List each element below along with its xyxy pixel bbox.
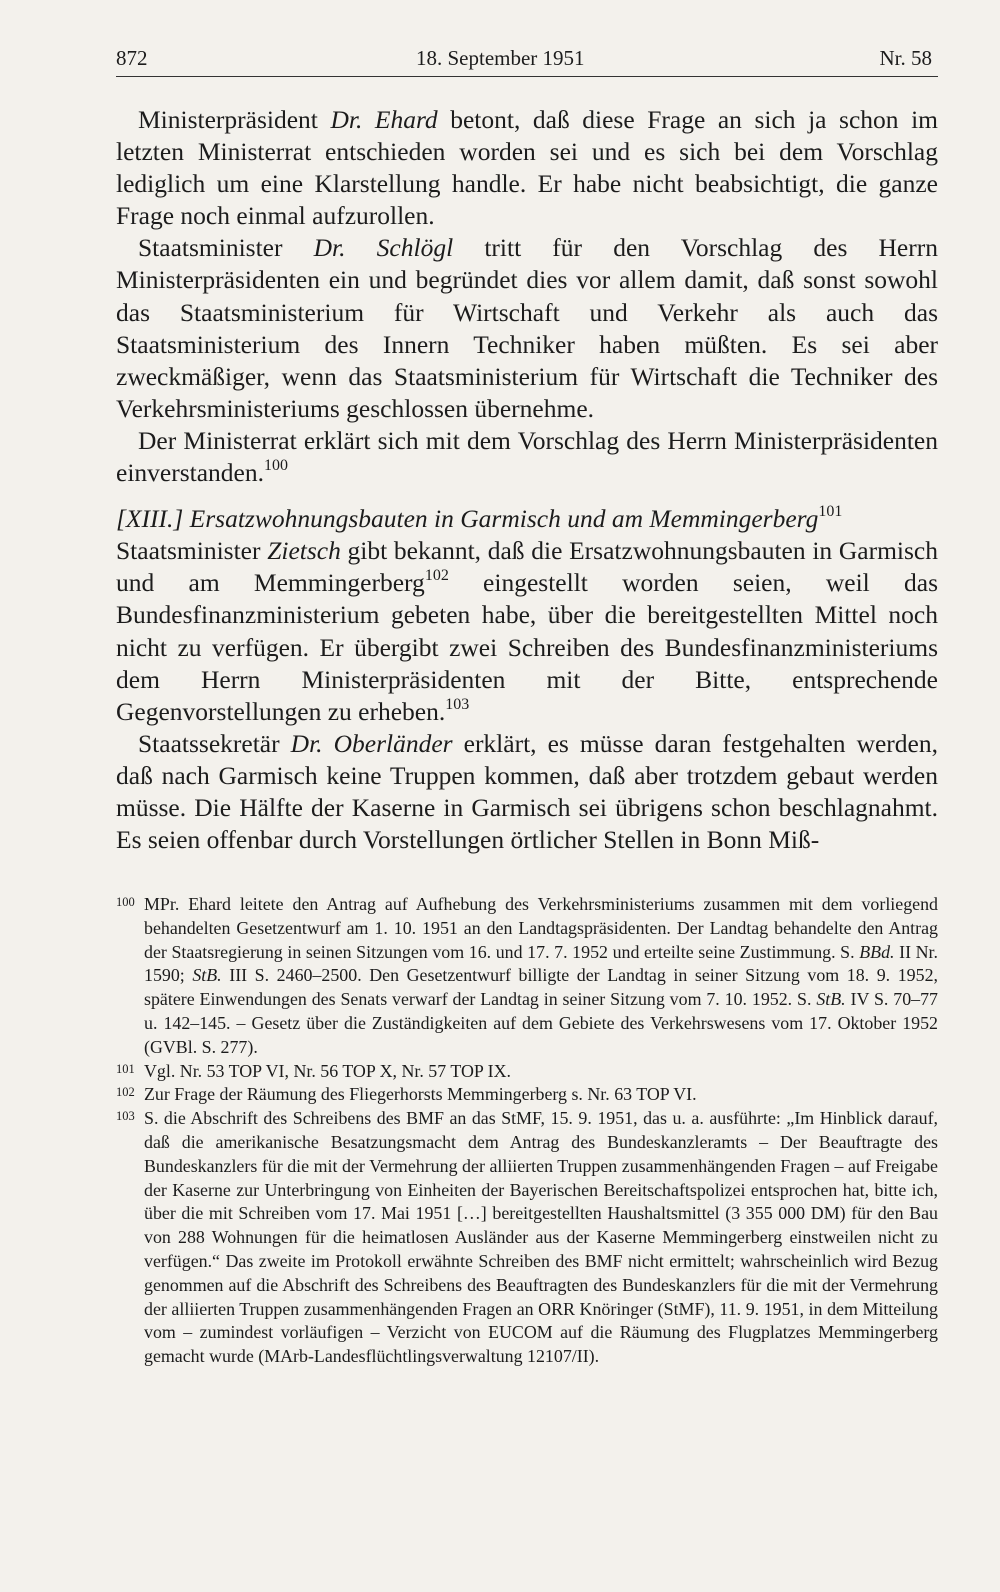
- running-head: [116, 44, 938, 77]
- footnote-ref-101[interactable]: 101: [818, 503, 843, 521]
- person-name: Schlögl: [345, 233, 454, 263]
- text-run: Staatsminister: [138, 233, 314, 263]
- person-name: Zietsch: [267, 536, 341, 566]
- footnote-number: 101: [116, 1061, 135, 1076]
- paragraph-schloegl: [116, 232, 938, 425]
- section-number: [XIII.]: [116, 504, 184, 534]
- text-run: eingestellt worden seien, weil das Bundesfinanzministerium gebeten habe, über die bereitgestellten Mittel noch nicht zu verfügen. Er übergibt zwei Schreiben des Bundesfinanzministeriums dem Herrn Ministerpräsidenten mit der Bitte, entsprechende Gegenvorstellungen zu erheben.: [116, 568, 938, 726]
- issue-number: Nr. 58: [879, 46, 932, 70]
- text-run: S. die Abschrift des Schreibens des BMF an das StMF, 15. 9. 1951, das u. a. ausführte: „Im Hinblick darauf, daß die amerikanische Besatzungsmacht dem Antrag des Bundeskanzleramts – Der Beauftragte des Bundeskanzlers für die mit der Vermehrung der alliierten Truppen zusammenhängenden Fragen – auf Freigabe der Kaserne zur Unterbringung von Einheiten der Bayerischen Bereitschaftspolizei entsprochen hat, bitte ich, über die mit Schreiben vom 17. Mai 1951 […] bereitgestellten Haushaltsmittel (3 355 000 DM) für den Bau von 288 Wohnungen für die heimatlosen Ausländer aus der Kaserne Memmingerberg einstweilen nicht zu verfügen.“ Das zweite im Protokoll erwähnte Schreiben des BMF nicht ermittelt; wahrscheinlich wird Bezug genommen auf die Abschrift des Schreibens des Beauftragten des Bundeskanzlers für die mit der Vermehrung der alliierten Truppen zusammenhängenden Fragen an ORR Knöringer (StMF), 11. 9. 1951, in dem Mitteilung vom – zumindest vorläufigen – Verzicht von EUCOM auf die Räumung des Flugplatzes Memmingerberg gemacht wurde (MArb-Landesflüchtlingsverwaltung 12107/II).: [144, 1108, 938, 1367]
- abbrev: StB.: [816, 989, 846, 1010]
- footnote-number: 103: [116, 1109, 135, 1124]
- text-run: III S. 2460–2500. Den Gesetzentwurf billigte der Landtag in seiner Sitzung vom 18. 9. 1952, spätere Einwendungen des Senats verwarf der Landtag in seiner Sitzung vom 7. 10. 1952. S.: [144, 965, 938, 1010]
- footnote-number: 100: [116, 895, 135, 909]
- text-run: Ministerpräsident: [138, 105, 331, 134]
- title-dr: Dr.: [290, 728, 323, 758]
- text-run: IV S. 70–77 u. 142–145. – Gesetz über die Zuständigkeiten auf dem Gebiete des Verkehrswesens vom 17. Oktober 1952 (GVBl. S. 277).: [144, 989, 938, 1057]
- footnote-101: [116, 1060, 938, 1084]
- text-run: gibt bekannt, daß die Ersatzwohnungsbauten in Garmisch und am Memmingerberg: [116, 536, 938, 598]
- footnote-ref-103[interactable]: 103: [445, 695, 470, 713]
- abbrev: StB.: [192, 965, 222, 986]
- person-name: Ehard: [362, 105, 438, 134]
- section-title: Ersatzwohnungsbauten in Garmisch und am Memmingerberg: [183, 504, 819, 534]
- footnote-number: 102: [116, 1085, 135, 1100]
- page-number: 872: [116, 46, 148, 70]
- title-dr: Dr.: [313, 233, 346, 263]
- running-head-date: 18. September 1951: [416, 46, 585, 70]
- paragraph-ehard: [116, 104, 938, 232]
- text-run: erklärt, es müsse daran festgehalten werden, daß nach Garmisch keine Truppen kommen, daß aber trotzdem gebaut werden müsse. Die Hälfte der Kaserne in Garmisch sei übrigens schon beschlagnahmt. Es seien offenbar durch Vorstellungen örtlicher Stellen in Bonn Miß-: [116, 728, 938, 855]
- text-run: Staatsminister: [116, 536, 268, 566]
- text-run: tritt für den Vorschlag des Herrn Ministerpräsidenten ein und begründet dies vor allem damit, daß sonst sowohl das Staatsministerium für Wirtschaft und Verkehr als auch das Staatsministerium des Innern Techniker haben müßten. Es sei aber zweckmäßiger, wenn das Staatsministerium für Wirtschaft die Techniker des Verkehrsministeriums geschlossen übernehme.: [116, 233, 938, 423]
- section-heading: [116, 503, 938, 535]
- paragraph-zietsch: [116, 535, 938, 728]
- body-text: [116, 104, 938, 856]
- footnote-100: [116, 893, 938, 1060]
- text-run: Staatssekretär: [138, 728, 291, 758]
- footnote-ref-102[interactable]: 102: [424, 567, 449, 585]
- person-name: Oberländer: [322, 728, 453, 758]
- text-run: betont, daß diese Frage an sich ja schon im letzten Ministerrat entschieden worden sei und es sich bei dem Vorschlag lediglich um eine Klarstellung handle. Er habe nicht beabsichtigt, die ganze Frage noch einmal aufzurollen.: [116, 105, 938, 231]
- text-run: II Nr. 1590;: [144, 941, 938, 986]
- paragraph-oberlaender: [116, 728, 938, 856]
- title-dr: Dr.: [330, 105, 363, 134]
- footnote-103: [116, 1107, 938, 1369]
- text-run: Zur Frage der Räumung des Fliegerhorsts Memmingerberg s. Nr. 63 TOP VI.: [144, 1084, 697, 1105]
- footnotes: [116, 893, 938, 1369]
- text-run: Vgl. Nr. 53 TOP VI, Nr. 56 TOP X, Nr. 57 TOP IX.: [144, 1060, 511, 1081]
- abbrev: BBd.: [859, 941, 895, 962]
- text-run: Der Ministerrat erklärt sich mit dem Vorschlag des Herrn Ministerpräsidenten einverstanden.: [116, 425, 938, 488]
- paragraph-ministerrat: [116, 425, 938, 489]
- text-run: MPr. Ehard leitete den Antrag auf Aufhebung des Verkehrsministeriums zusammen mit dem vorliegend behandelten Gesetzentwurf am 1. 10. 1951 an den Landtagspräsidenten. Der Landtag behandelte den Antrag der Staatsregierung in seinen Sitzungen vom 16. und 17. 7. 1952 und erteilte seine Zustimmung. S.: [144, 894, 938, 962]
- footnote-102: [116, 1083, 938, 1107]
- footnote-ref-100[interactable]: 100: [263, 457, 288, 475]
